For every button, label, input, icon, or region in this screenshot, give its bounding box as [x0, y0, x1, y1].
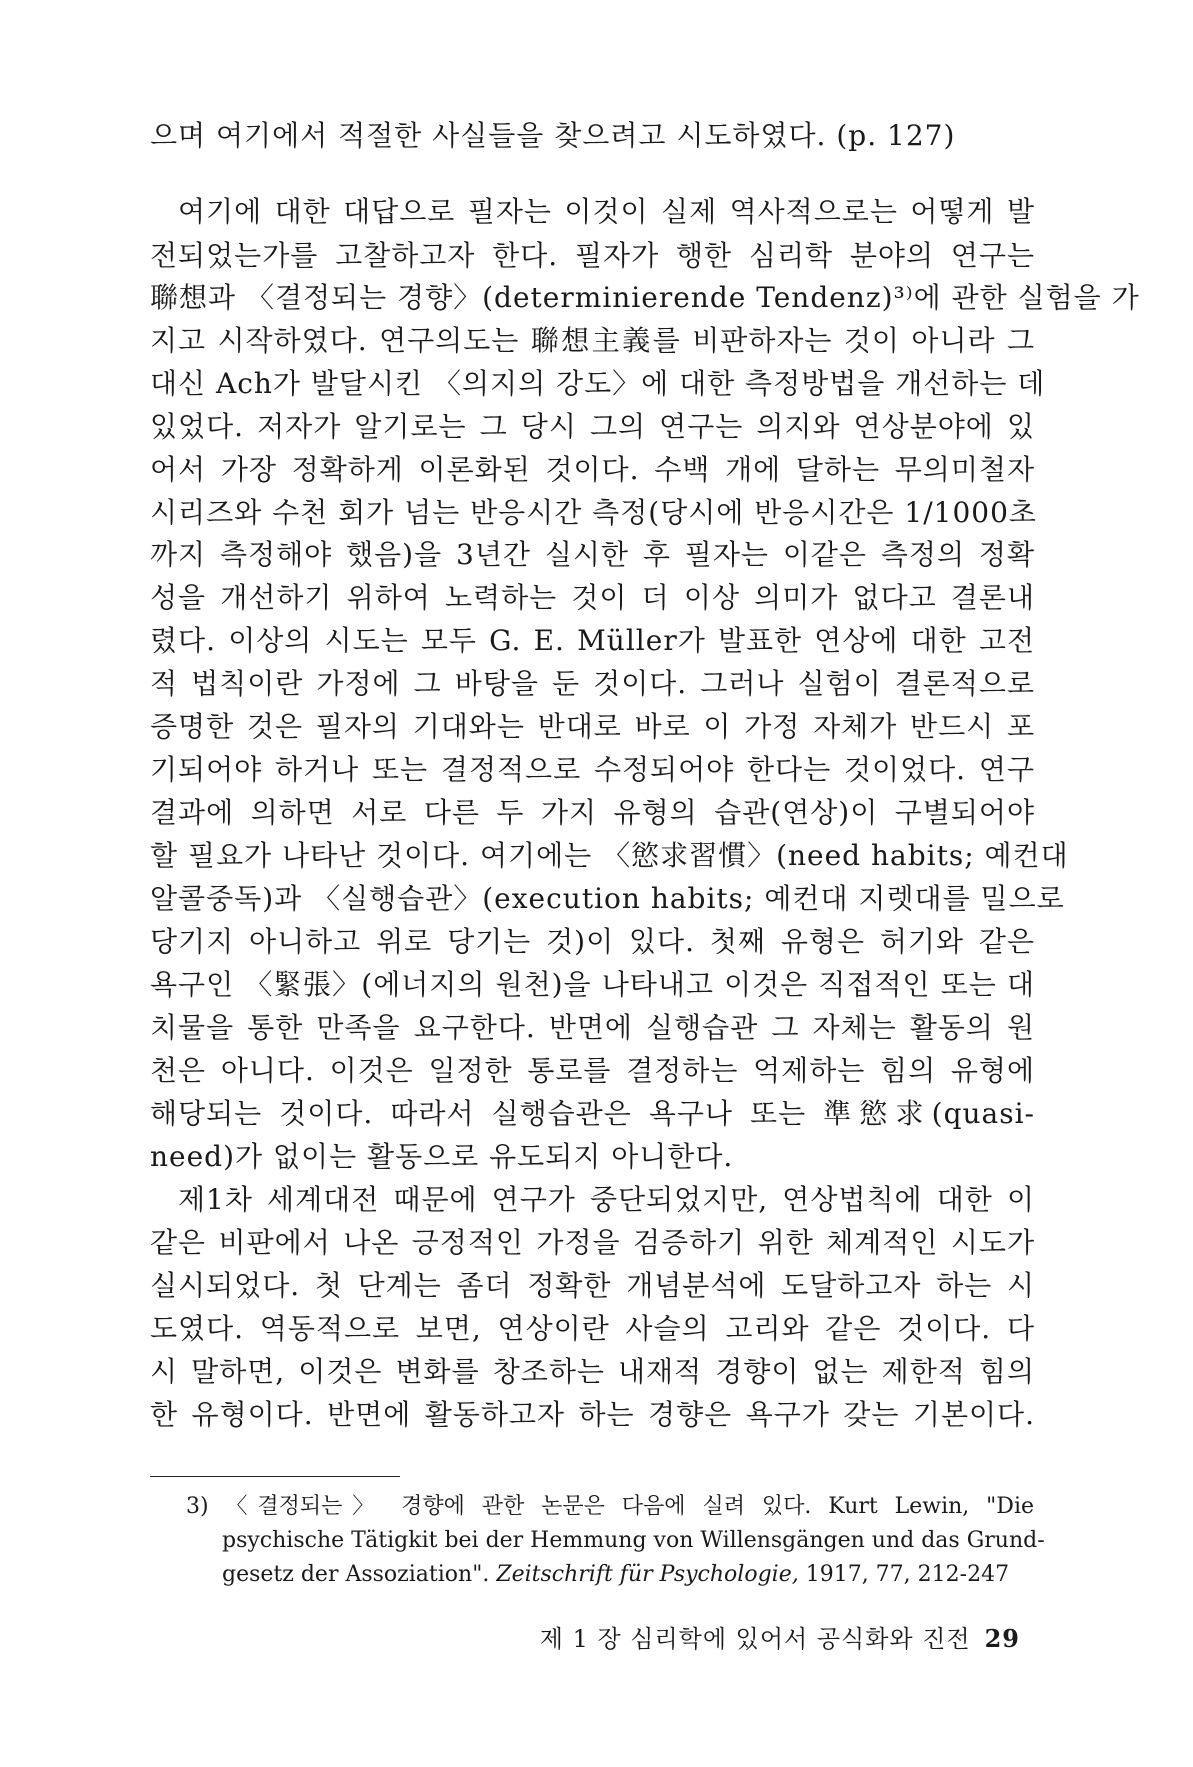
- text-line: 한 유형이다. 반면에 활동하고자 하는 경향은 욕구가 갖는 기본이다.: [150, 1398, 1035, 1431]
- page-number: 29: [984, 1624, 1020, 1653]
- paragraph-start-line: 여기에 대한 대답으로 필자는 이것이 실제 역사적으로는 어떻게 발: [178, 195, 1035, 228]
- citation-details: 1917, 77, 212-247: [798, 1562, 1010, 1587]
- text-line: 증명한 것은 필자의 기대와는 반대로 바로 이 가정 자체가 반드시 포: [150, 710, 1035, 743]
- paragraph-end-line: need)가 없이는 활동으로 유도되지 아니한다.: [150, 1140, 734, 1173]
- text-line: 있었다. 저자가 알기로는 그 당시 그의 연구는 의지와 연상분야에 있: [150, 410, 1035, 443]
- text-line: 으며 여기에서 적절한 사실들을 찾으려고 시도하였다. (p. 127): [150, 119, 956, 152]
- text-line: 전되었는가를 고찰하고자 한다. 필자가 행한 심리학 분야의 연구는: [150, 239, 1035, 272]
- footnote-line: [222, 1558, 1034, 1592]
- text-line: 실시되었다. 첫 단계는 좀더 정확한 개념분석에 도달하고자 하는 시: [150, 1269, 1035, 1302]
- text-line: 지고 시작하였다. 연구의도는 聯想主義를 비판하자는 것이 아니라 그: [150, 324, 1035, 357]
- text-line: 같은 비판에서 나온 긍정적인 가정을 검증하기 위한 체계적인 시도가: [150, 1226, 1035, 1259]
- text-line: 알콜중독)과 〈실행습관〉(execution habits; 예컨대 지렛대를 밀으로: [150, 882, 1065, 915]
- running-footer: [480, 1622, 1020, 1656]
- footnote-text: gesetz der Assoziation".: [222, 1562, 497, 1587]
- text-line: 할 필요가 나타난 것이다. 여기에는 〈慾求習慣〉(need habits; 예컨대: [150, 839, 1069, 872]
- chapter-title: 제 1 장 심리학에 있어서 공식화와 진전: [539, 1625, 971, 1653]
- text-line: 천은 아니다. 이것은 일정한 통로를 결정하는 억제하는 힘의 유형에: [150, 1054, 1035, 1087]
- text-line: 도였다. 역동적으로 보면, 연상이란 사슬의 고리와 같은 것이다. 다: [150, 1312, 1035, 1345]
- text-line: 시 말하면, 이것은 변화를 창조하는 내재적 경향이 없는 제한적 힘의: [150, 1355, 1035, 1388]
- journal-title: Zeitschrift für Psychologie,: [496, 1562, 799, 1587]
- text-line: 당기지 아니하고 위로 당기는 것)이 있다. 첫째 유형은 허기와 같은: [150, 925, 1035, 958]
- text-line: 기되어야 하거나 또는 결정적으로 수정되어야 한다는 것이었다. 연구: [150, 753, 1035, 786]
- text-line: 해당되는 것이다. 따라서 실행습관은 욕구나 또는 準慾求(quasi-: [150, 1097, 1035, 1130]
- text-line: 어서 가장 정확하게 이론화된 것이다. 수백 개에 달하는 무의미철자: [150, 453, 1035, 486]
- footnote-line: psychische Tätigkit bei der Hemmung von Willensgängen und das Grund-: [222, 1528, 1045, 1553]
- paragraph-start-line: 제1차 세계대전 때문에 연구가 중단되었지만, 연상법칙에 대한 이: [178, 1183, 1035, 1216]
- text-line: 聯想과 〈결정되는 경향〉(determinierende Tendenz)³⁾에 관한 실험을 가: [150, 281, 1140, 314]
- text-line: 시리즈와 수천 회가 넘는 반응시간 측정(당시에 반응시간은 1/1000초: [150, 496, 1037, 529]
- text-line: 성을 개선하기 위하여 노력하는 것이 더 이상 의미가 없다고 결론내: [150, 581, 1035, 614]
- footnote-line: 3) 〈결정되는〉 경향에 관한 논문은 다음에 실려 있다. Kurt Lewin, "Die: [186, 1494, 1034, 1519]
- text-line: 렸다. 이상의 시도는 모두 G. E. Müller가 발표한 연상에 대한 고전: [150, 624, 1035, 657]
- text-line: 까지 측정해야 했음)을 3년간 실시한 후 필자는 이같은 측정의 정확: [150, 538, 1035, 571]
- text-line: 대신 Ach가 발달시킨 〈의지의 강도〉에 대한 측정방법을 개선하는 데: [150, 367, 1046, 400]
- text-line: 적 법칙이란 가정에 그 바탕을 둔 것이다. 그러나 실험이 결론적으로: [150, 667, 1035, 700]
- text-line: 욕구인 〈緊張〉(에너지의 원천)을 나타내고 이것은 직접적인 또는 대: [150, 968, 1035, 1001]
- text-line: 결과에 의하면 서로 다른 두 가지 유형의 습관(연상)이 구별되어야: [150, 796, 1035, 829]
- footnote-divider: [150, 1476, 400, 1477]
- text-line: 치물을 통한 만족을 요구한다. 반면에 실행습관 그 자체는 활동의 원: [150, 1011, 1035, 1044]
